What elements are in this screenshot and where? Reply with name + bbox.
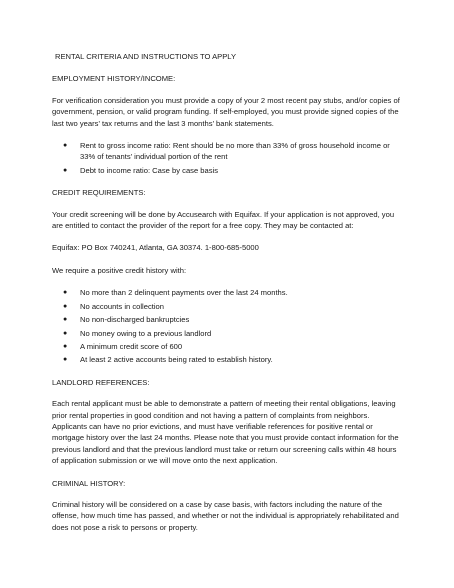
bullet-icon: ● <box>63 356 68 364</box>
list-item-text: No non-discharged bankruptcies <box>80 315 190 325</box>
list-item <box>52 328 402 339</box>
landlord-paragraph: Each rental applicant must be able to demonstrate a pattern of meeting their rental obligations, leaving prior rental properties in good condition and not having a pattern of complaints from neighbors. Applicants can have no prior evictions, and must have verifiable references for positive rental or mortgage history over the last 24 months. Please note that you must provide contact information for the previous landlord and that the previous landlord must take or return our screening calls within 48 hours of application submission or we will move onto the next application. <box>52 399 399 466</box>
list-item-text: Rent to gross income ratio: Rent should be no more than 33% of gross household income or 33% of tenants’ individual portion of the rent <box>80 141 390 162</box>
list-item-text: At least 2 active accounts being rated to establish history. <box>80 355 273 365</box>
credit-intro: We require a positive credit history with: <box>52 265 187 275</box>
bullet-icon: ● <box>63 342 68 350</box>
list-item <box>52 140 402 163</box>
list-item <box>52 301 402 312</box>
landlord-section <box>52 377 402 467</box>
list-item-text: No accounts in collection <box>80 301 164 311</box>
bullet-icon: ● <box>63 166 68 174</box>
criminal-heading: CRIMINAL HISTORY: <box>52 478 126 488</box>
list-item-text: No money owing to a previous landlord <box>80 328 212 338</box>
employment-bullet-list <box>52 140 402 176</box>
bullet-icon: ● <box>63 142 68 150</box>
list-item-text: Debt to income ratio: Case by case basis <box>80 165 219 175</box>
equifax-address: Equifax: PO Box 740241, Atlanta, GA 30374. 1-800-685-5000 <box>52 243 259 253</box>
list-item <box>52 314 402 325</box>
list-item <box>52 354 402 365</box>
credit-paragraph: Your credit screening will be done by Accusearch with Equifax. If your application is not approved, you are entitled to contact the provider of the report for a free copy. They may be contacted at: <box>52 209 395 231</box>
bullet-icon: ● <box>63 329 68 337</box>
list-item-text: A minimum credit score of 600 <box>80 341 183 351</box>
bullet-icon: ● <box>63 316 68 324</box>
employment-heading: EMPLOYMENT HISTORY/INCOME: <box>52 74 176 84</box>
list-item <box>52 341 402 352</box>
credit-section <box>52 187 402 365</box>
credit-bullet-list <box>52 287 402 365</box>
employment-section <box>52 73 402 176</box>
bullet-icon: ● <box>63 289 68 297</box>
criminal-paragraph: Criminal history will be considered on a case by case basis, with factors including the nature of the offense, how much time has passed, and whether or not the individual is appropriately rehabilitated and does not pose a risk to persons or property. <box>52 499 399 532</box>
bullet-icon: ● <box>63 302 68 310</box>
criminal-section <box>52 478 402 534</box>
employment-paragraph: For verification consideration you must provide a copy of your 2 most recent pay stubs, and/or copies of government, pension, or valid program funding. If self-employed, you must provide signed copies of the last two years’ tax returns and the last 3 months’ bank statements. <box>52 95 400 128</box>
list-item <box>52 165 402 176</box>
list-item-text: No more than 2 delinquent payments over the last 24 months. <box>80 288 288 298</box>
credit-heading: CREDIT REQUIREMENTS: <box>52 188 146 198</box>
landlord-heading: LANDLORD REFERENCES: <box>52 377 150 387</box>
document-title: RENTAL CRITERIA AND INSTRUCTIONS TO APPLY <box>55 52 237 61</box>
list-item <box>52 287 402 298</box>
